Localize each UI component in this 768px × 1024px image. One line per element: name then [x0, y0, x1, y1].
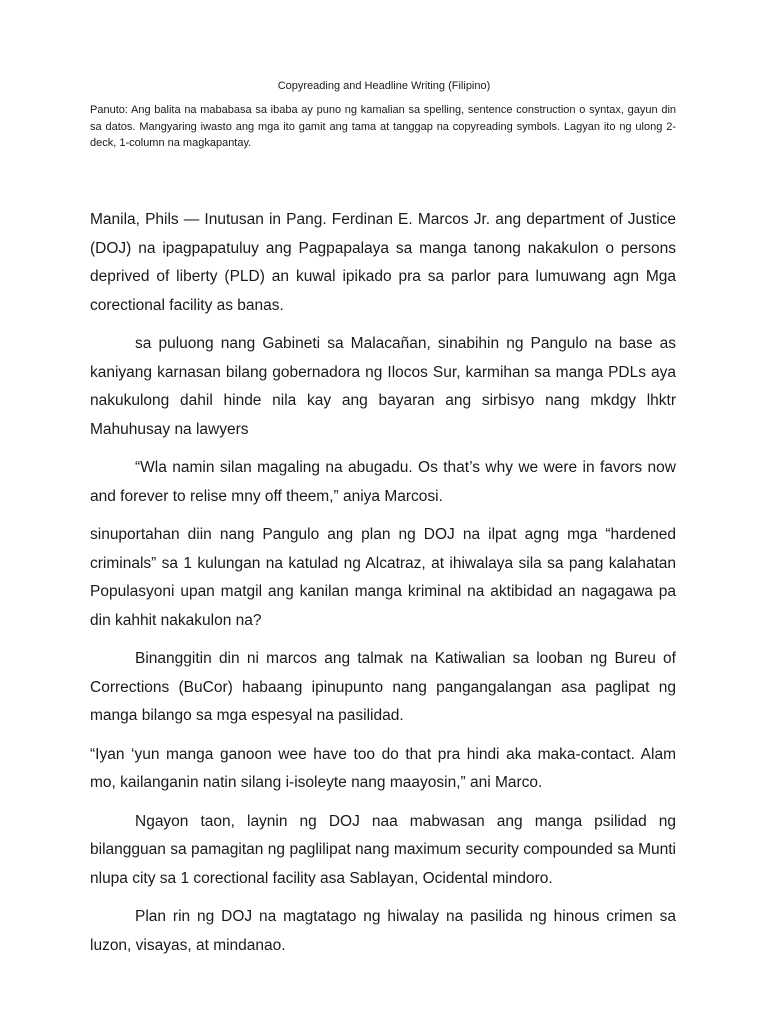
article-paragraph-1: Manila, Phils — Inutusan in Pang. Ferdinan E. Marcos Jr. ang department of Justice (DOJ) na ipagpapatuluy ang Pagpapalaya sa manga tanong nakakulon o persons deprived of liberty (PLD) an kuwal ipikado pra sa parlor para lumuwang agn Mga corectional facility as banas. [90, 211, 676, 314]
article-paragraph-7: Ngayon taon, laynin ng DOJ naa mabwasan ang manga psilidad ng bilangguan sa pamagitan ng paglilipat nang maximum security compounded sa Munti nlupa city sa 1 corectional facility asa Sablayan, Ocidental mindoro. [90, 812, 676, 887]
article-paragraph-4: sinuportahan diin nang Pangulo ang plan ng DOJ na ilpat agng mga “hardened criminals” sa 1 kulungan na katulad ng Alcatraz, at ihiwalaya sila sa pang kalahatan Populasyoni upan matgil ang kanilan manga kriminal na aktibidad an nagagawa pa din kahhit nakakulon na? [90, 526, 676, 629]
article-paragraph-8: Plan rin ng DOJ na magtatago ng hiwalay na pasilida ng hinous crimen sa luzon, visayas, at mindanao. [90, 908, 676, 954]
article-body [90, 206, 676, 970]
article-paragraph-3: “Wla namin silan magaling na abugadu. Os that’s why we were in favors now and forever to relise mny off theem,” aniya Marcosi. [90, 459, 676, 505]
article-paragraph-6: “Iyan ‘yun manga ganoon wee have too do that pra hindi aka maka-contact. Alam mo, kailanganin natin silang i-isoleyte nang maayosin,” ani Marco. [90, 745, 676, 791]
article-paragraph-5: Binanggitin din ni marcos ang talmak na Katiwalian sa looban ng Bureu of Corrections (BuCor) habaang ipinupunto nang pangangalangan asa paglipat ng manga bilango sa mga espesyal na pasilidad. [90, 650, 676, 724]
document-title: Copyreading and Headline Writing (Filipino) [277, 80, 491, 92]
instructions-paragraph: Panuto: Ang balita na mababasa sa ibaba ay puno ng kamalian sa spelling, sentence construction o syntax, gayun din sa datos. Mangyaring iwasto ang mga ito gamit ang tama at tanggap na copyreading symbols. Lagyan ito ng ulong 2-deck, 1-column na magkapantay. [90, 104, 676, 149]
article-paragraph-2: sa puluong nang Gabineti sa Malacañan, sinabihin ng Pangulo na base as kaniyang karnasan bilang gobernadora ng Ilocos Sur, karmihan sa manga PDLs aya nakukulong dahil hinde nila kay ang bayaran ang sirbisyo nang mkdgy lhktr Mahuhusay na lawyers [90, 335, 676, 438]
